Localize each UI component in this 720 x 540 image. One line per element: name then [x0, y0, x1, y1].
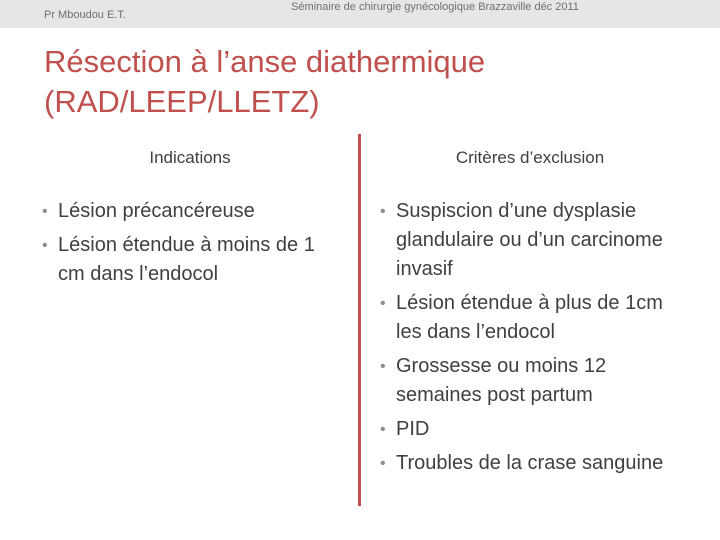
column-divider: [358, 134, 361, 506]
exclusion-criteria-heading: Critères d’exclusion: [455, 148, 605, 167]
list-item: [380, 449, 680, 478]
indications-heading: Indications: [149, 148, 231, 167]
list-item-text: Lésion précancéreuse: [58, 200, 255, 222]
bullet-icon: •: [380, 358, 386, 375]
list-item: [380, 197, 680, 284]
exclusion-criteria-list: [380, 197, 680, 483]
list-item-text: Troubles de la crase sanguine: [396, 452, 664, 474]
list-item: [380, 415, 680, 444]
list-item: [42, 197, 337, 226]
indications-list: [42, 197, 337, 294]
list-item-text: PID: [396, 418, 430, 440]
list-item: [380, 289, 680, 347]
bullet-icon: •: [380, 203, 386, 220]
list-item-text: Grossesse ou moins 12 semaines post partum: [396, 355, 607, 406]
bullet-icon: •: [380, 455, 386, 472]
header-bar: [0, 0, 720, 28]
bullet-icon: •: [42, 203, 48, 220]
list-item-text: Suspiscion d’une dysplasie glandulaire ou d’un carcinome invasif: [396, 200, 663, 280]
bullet-icon: •: [42, 237, 48, 254]
seminar-label: Séminaire de chirurgie gynécologique Brazzaville déc 2011: [291, 1, 579, 13]
list-item-text: Lésion étendue à plus de 1cm les dans l’endocol: [396, 292, 663, 343]
bullet-icon: •: [380, 421, 386, 438]
slide-title: Résection à l’anse diathermique (RAD/LEEP/LLETZ): [44, 44, 486, 119]
author-label: Pr Mboudou E.T.: [44, 9, 126, 21]
list-item: [42, 231, 337, 289]
bullet-icon: •: [380, 295, 386, 312]
list-item: [380, 352, 680, 410]
list-item-text: Lésion étendue à moins de 1 cm dans l’endocol: [58, 234, 315, 285]
